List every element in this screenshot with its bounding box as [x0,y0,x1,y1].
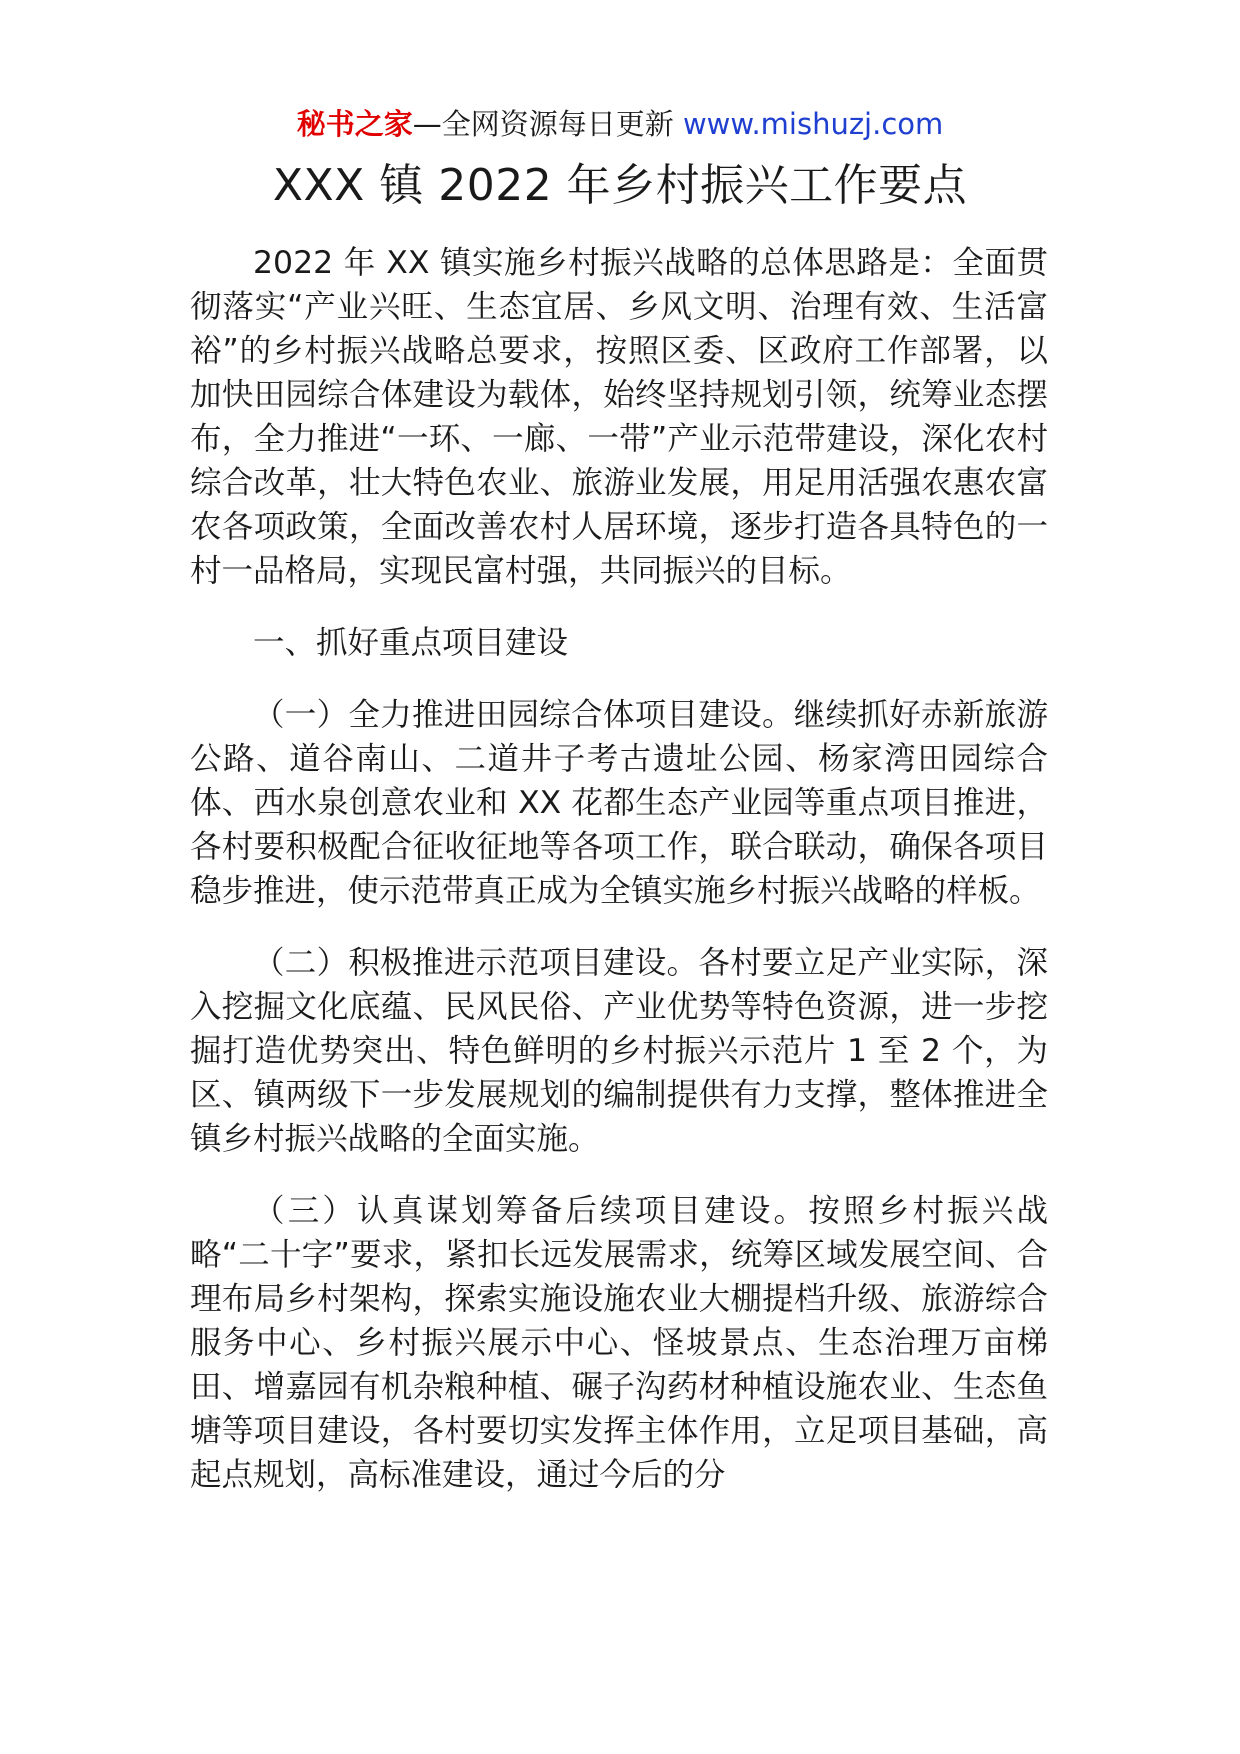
section-heading: 一、抓好重点项目建设 [253,625,569,661]
document-body [190,241,1048,1525]
intro-paragraph: 2022 年 XX 镇实施乡村振兴战略的总体思路是：全面贯彻落实“产业兴旺、生态宜居、乡风文明、治理有效、生活富裕”的乡村振兴战略总要求，按照区委、区政府工作部署，以加快田园综合体建设为载体，始终坚持规划引领，统筹业态摆布，全力推进“一环、一廊、一带”产业示范带建设，深化农村综合改革，壮大特色农业、旅游业发展，用足用活强农惠农富农各项政策，全面改善农村人居环境，逐步打造各具特色的一村一品格局，实现民富村强，共同振兴的目标。 [190,245,1048,589]
brand-name: 秘书之家 [296,107,413,141]
site-header [0,104,1240,144]
site-tagline: —全网资源每日更新 [412,107,674,141]
body-paragraph: （二）积极推进示范项目建设。各村要立足产业实际，深入挖掘文化底蕴、民风民俗、产业优势等特色资源，进一步挖掘打造优势突出、特色鲜明的乡村振兴示范片 1 至 2 个，为区、镇两级下一步发展规划的编制提供有力支撑，整体推进全镇乡村振兴战略的全面实施。 [190,945,1048,1157]
site-url-link[interactable]: www.mishuzj.com [682,107,944,141]
body-paragraph: （一）全力推进田园综合体项目建设。继续抓好赤新旅游公路、道谷南山、二道井子考古遗址公园、杨家湾田园综合体、西水泉创意农业和 XX 花都生态产业园等重点项目推进，各村要积极配合征收征地等各项工作，联合联动，确保各项目稳步推进，使示范带真正成为全镇实施乡村振兴战略的样板。 [190,697,1048,909]
document-title: XXX 镇 2022 年乡村振兴工作要点 [272,160,968,211]
body-paragraph: （三）认真谋划筹备后续项目建设。按照乡村振兴战略“二十字”要求，紧扣长远发展需求，统筹区域发展空间、合理布局乡村架构，探索实施设施农业大棚提档升级、旅游综合服务中心、乡村振兴展示中心、怪坡景点、生态治理万亩梯田、增嘉园有机杂粮种植、碾子沟药材种植设施农业、生态鱼塘等项目建设，各村要切实发挥主体作用，立足项目基础，高起点规划，高标准建设，通过今后的分 [190,1193,1048,1493]
